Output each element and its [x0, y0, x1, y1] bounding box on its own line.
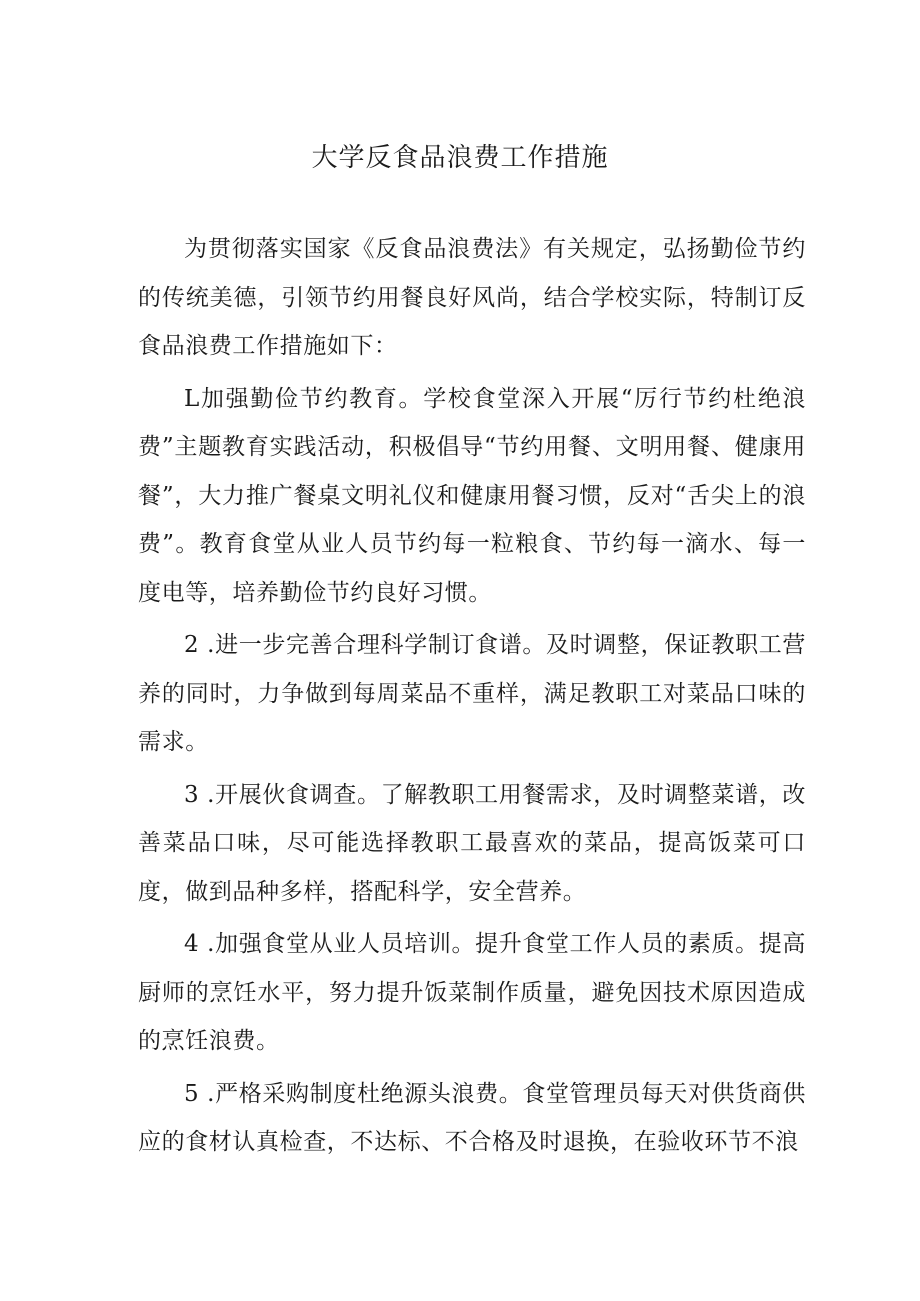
- intro-paragraph: 为贯彻落实国家《反食品浪费法》有关规定，弘扬勤俭节约的传统美德，引领节约用餐良好风尚，结合学校实际，特制订反食品浪费工作措施如下：: [138, 236, 806, 359]
- measure-2-paragraph: 2 .进一步完善合理科学制订食谱。及时调整，保证教职工营养的同时，力争做到每周菜品不重样，满足教职工对菜品口味的需求。: [138, 632, 806, 755]
- measure-1-paragraph: L加强勤俭节约教育。学校食堂深入开展“厉行节约杜绝浪费”主题教育实践活动，积极倡导“节约用餐、文明用餐、健康用餐”，大力推广餐桌文明礼仪和健康用餐习惯，反对“舌尖上的浪费”。教育食堂从业人员节约每一粒粮食、节约每一滴水、每一度电等，培养勤俭节约良好习惯。: [138, 385, 806, 606]
- measure-3-paragraph: 3 .开展伙食调查。了解教职工用餐需求，及时调整菜谱，改善菜品口味，尽可能选择教职工最喜欢的菜品，提高饭菜可口度，做到品种多样，搭配科学，安全营养。: [138, 781, 806, 905]
- document-body: [138, 225, 806, 1171]
- document-title: 大学反食品浪费工作措施: [311, 143, 609, 173]
- measure-5-paragraph: 5 .严格采购制度杜绝源头浪费。食堂管理员每天对供货商供应的食材认真检查，不达标、不合格及时退换，在验收环节不浪: [138, 1080, 806, 1155]
- measure-4-paragraph: 4 .加强食堂从业人员培训。提升食堂工作人员的素质。提高厨师的烹饪水平，努力提升饭菜制作质量，避免因技术原因造成的烹饪浪费。: [138, 931, 806, 1054]
